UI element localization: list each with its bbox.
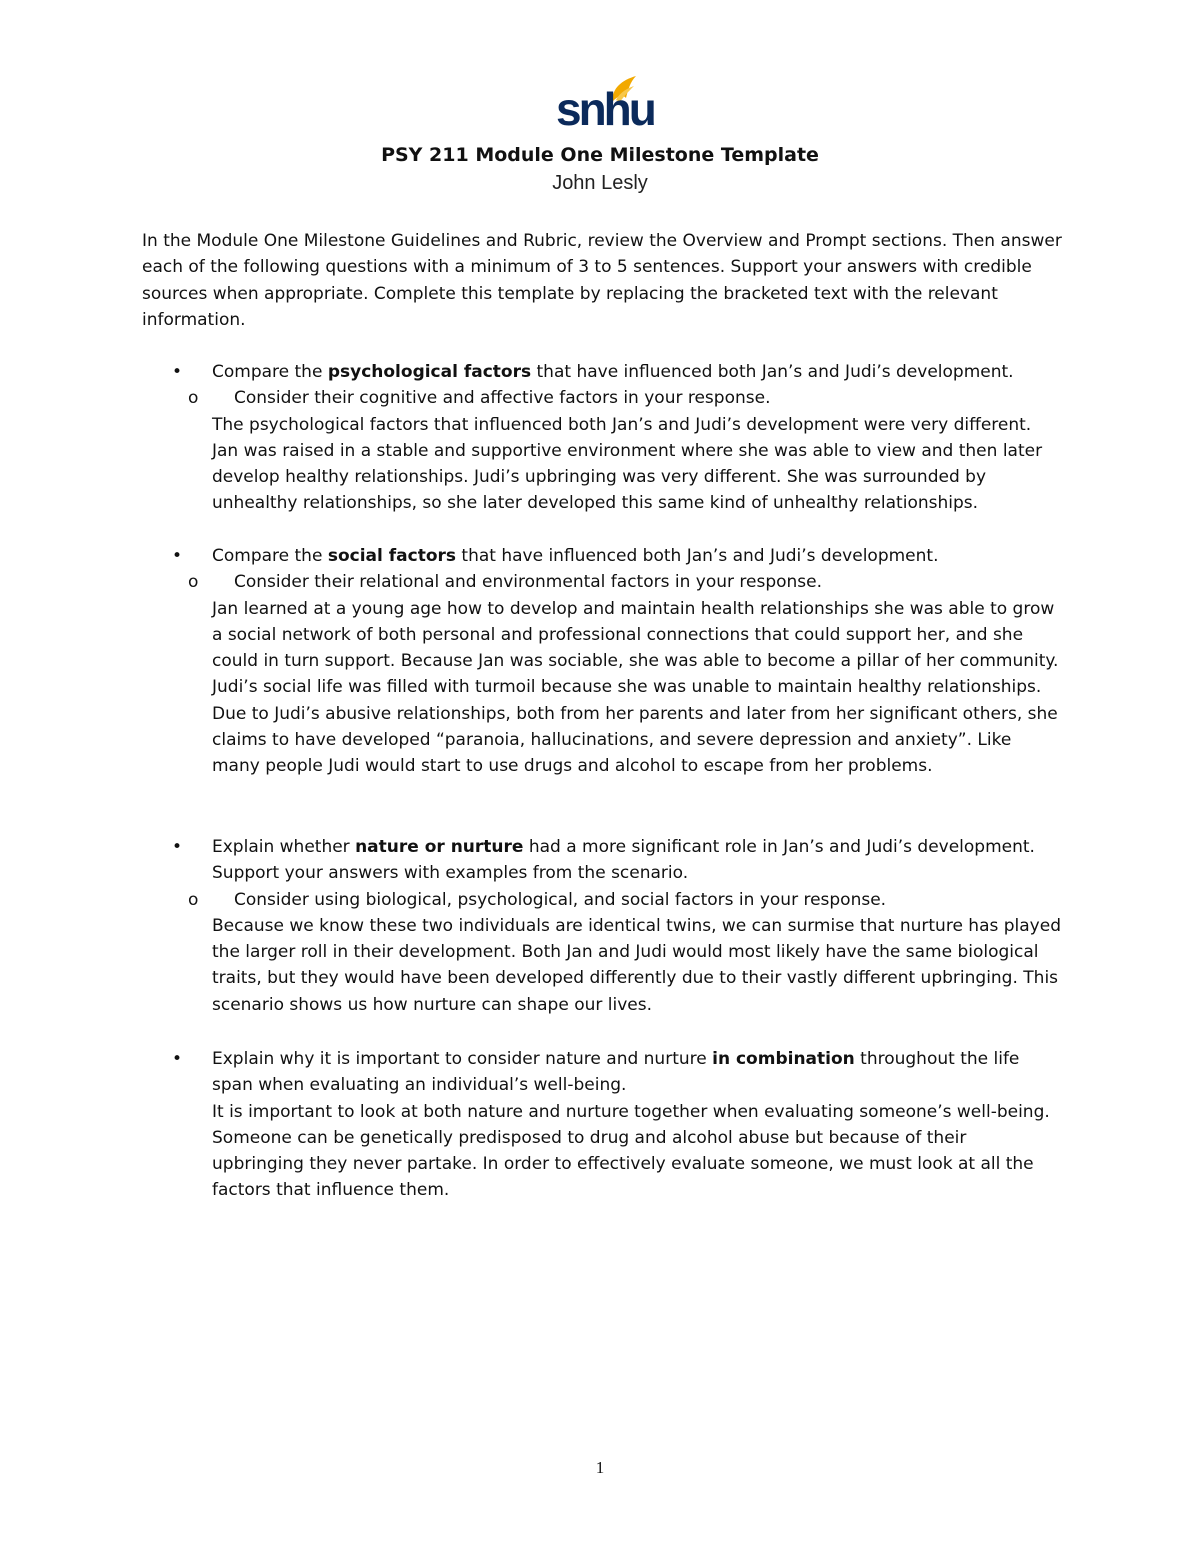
- question-section-3: [142, 834, 1062, 1018]
- circle-bullet-icon: o: [188, 572, 199, 593]
- answer-text: Because we know these two individuals are identical twins, we can surmise that nurture has played the larger roll in their development. Both Jan and Judi would most likely have the same biological traits, but they would have been developed differently due to their vastly different upbringing. This scenario shows us how nurture can shape our lives.: [212, 915, 1061, 1015]
- question-section-4: [142, 1046, 1062, 1204]
- answer-text: It is important to look at both nature and nurture together when evaluating someone’s well-being. Someone can be genetically predisposed to drug and alcohol abuse but because of their upbringing they never partake. In order to effectively evaluate someone, we must look at all the factors that influence them.: [212, 1101, 1050, 1201]
- question-section-1: [142, 359, 1062, 517]
- sub-prompt: o Consider their relational and environmental factors in your response.: [212, 569, 1062, 595]
- answer-text: Jan learned at a young age how to develop and maintain health relationships she was able to grow a social network of both personal and professional connections that could support her, and she could in turn support. Because Jan was sociable, she was able to become a pillar of her community. Judi’s social life was filled with turmoil because she was unable to maintain healthy relationships. Due to Judi’s abusive relationships, both from her parents and later from her significant others, she claims to have developed “paranoia, hallucinations, and severe depression and anxiety”. Like many people Judi would start to use drugs and alcohol to escape from her problems.: [212, 598, 1059, 777]
- circle-bullet-icon: o: [188, 889, 199, 910]
- sub-prompt: o Consider using biological, psychological, and social factors in your response.: [212, 887, 1062, 913]
- author-name: John Lesly: [552, 172, 648, 194]
- question-section-2: [142, 543, 1062, 780]
- bullet-icon: •: [172, 1049, 183, 1069]
- sub-prompt: o Consider their cognitive and affective factors in your response.: [212, 385, 1062, 411]
- intro-paragraph: In the Module One Milestone Guidelines and Rubric, review the Overview and Prompt sections. Then answer each of the following questions with a minimum of 3 to 5 sentences. Support your answers with credible sources when appropriate. Complete this template by replacing the bracketed text with the relevant information.: [142, 231, 1062, 330]
- page-number: 1: [595, 1458, 605, 1477]
- bullet-icon: •: [172, 837, 183, 857]
- answer-text: The psychological factors that influenced both Jan’s and Judi’s development were very different. Jan was raised in a stable and supportive environment where she was able to view and then later develop healthy relationships. Judi’s upbringing was very different. She was surrounded by unhealthy relationships, so she later developed this same kind of unhealthy relationships.: [212, 414, 1043, 514]
- question-text: Explain whether nature or nurture had a more significant role in Jan’s and Judi’s development. Support your answers with examples from the scenario.: [212, 837, 1035, 884]
- question-text: Explain why it is important to consider nature and nurture in combination throughout the life span when evaluating an individual’s well-being.: [212, 1049, 1020, 1096]
- question-text: Compare the psychological factors that have influenced both Jan’s and Judi’s development.: [212, 362, 1014, 382]
- logo-wordmark: snhu: [556, 83, 654, 135]
- circle-bullet-icon: o: [188, 388, 199, 409]
- snhu-logo: [550, 72, 654, 135]
- bullet-icon: •: [172, 546, 183, 566]
- bullet-icon: •: [172, 362, 183, 382]
- question-text: Compare the social factors that have influenced both Jan’s and Judi’s development.: [212, 546, 939, 566]
- document-title: PSY 211 Module One Milestone Template: [381, 144, 819, 166]
